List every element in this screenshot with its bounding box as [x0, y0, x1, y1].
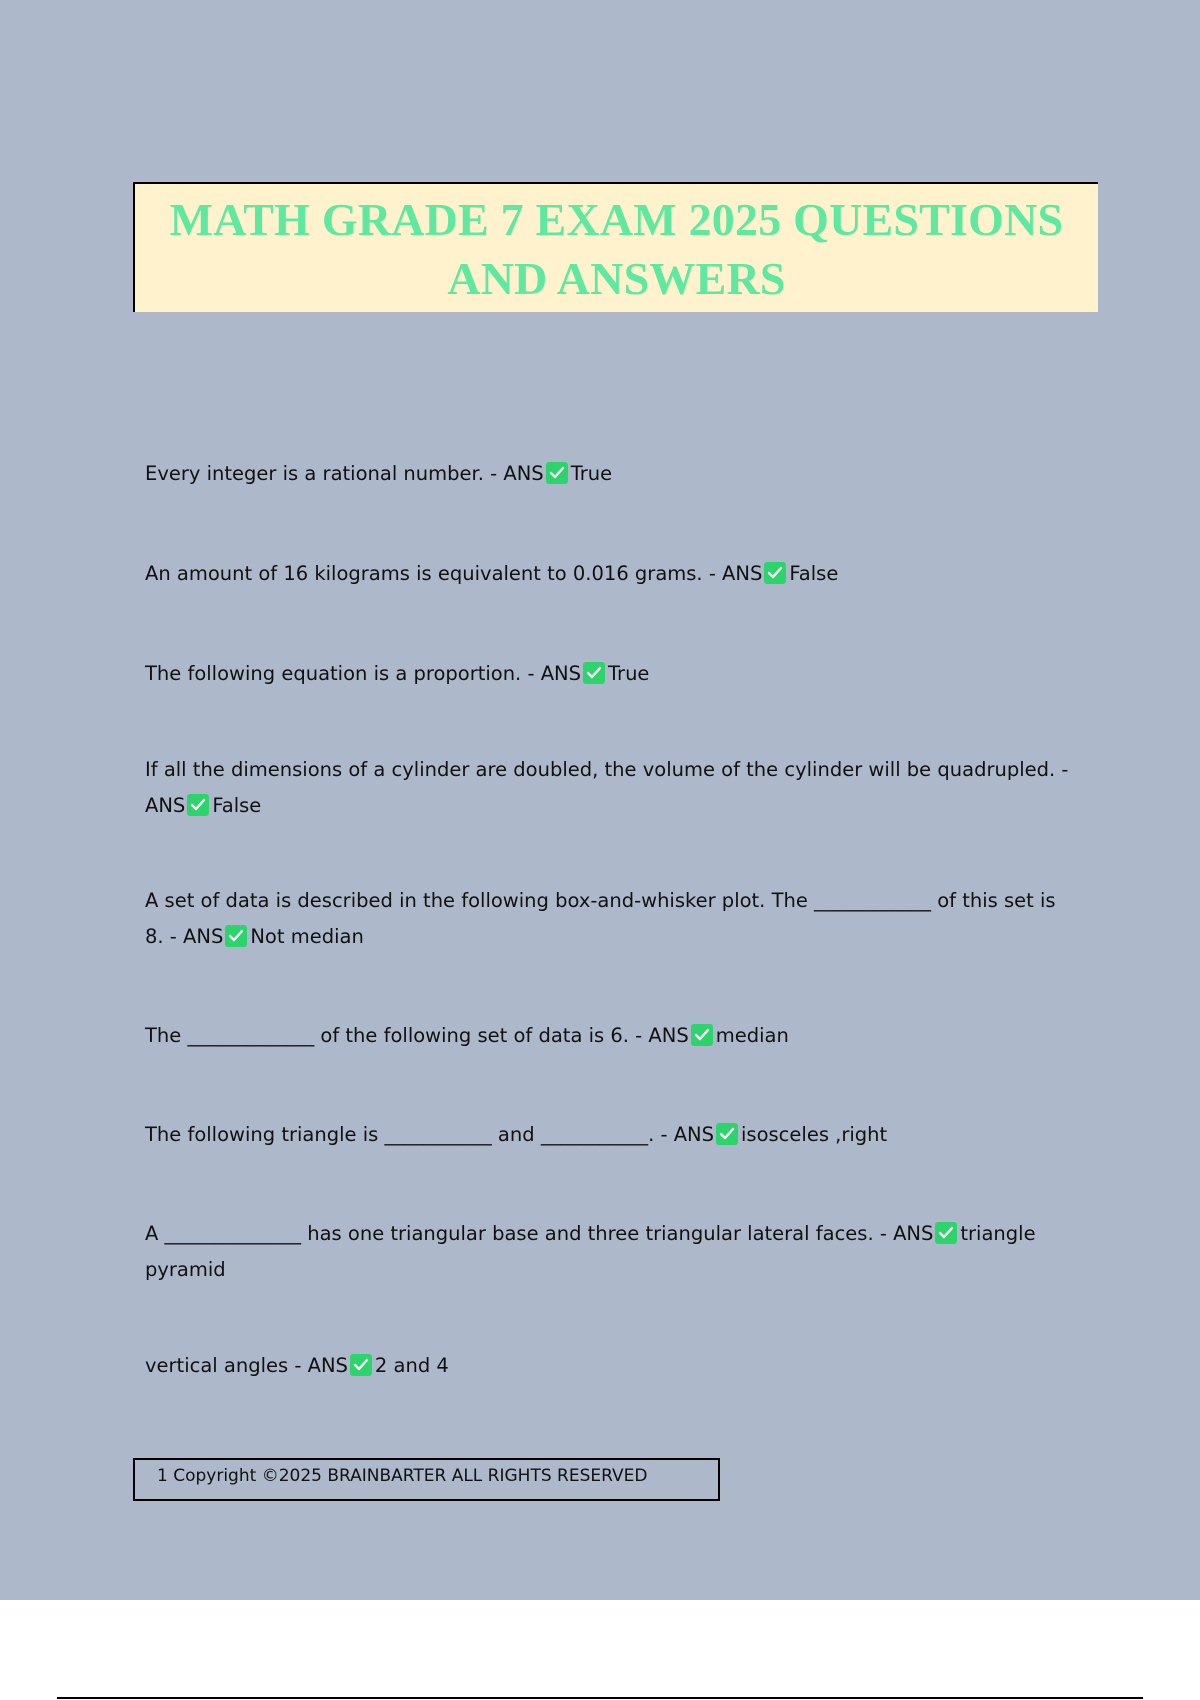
answer-text: isosceles ,right — [741, 1123, 888, 1146]
question-text: An amount of 16 kilograms is equivalent to 0.016 grams. - ANS — [145, 562, 763, 585]
checkmark-icon — [583, 662, 605, 684]
question-text: A set of data is described in the following box-and-whisker plot. The ____________ of this set is 8. - ANS — [145, 889, 1056, 948]
qa-item-4 — [145, 752, 1075, 824]
question-text: vertical angles - ANS — [145, 1354, 348, 1377]
qa-item-2 — [145, 556, 1075, 592]
answer-text: 2 and 4 — [374, 1354, 449, 1377]
checkmark-icon — [764, 562, 786, 584]
checkmark-icon — [187, 794, 209, 816]
title-line-2: AND ANSWERS — [447, 253, 786, 304]
checkmark-icon — [225, 925, 247, 947]
qa-item-3 — [145, 656, 1075, 692]
answer-text: Not median — [250, 925, 364, 948]
checkmark-icon — [716, 1123, 738, 1145]
checkmark-icon — [546, 462, 568, 484]
title-line-1: MATH GRADE 7 EXAM 2025 QUESTIONS — [169, 194, 1064, 245]
question-text: Every integer is a rational number. - ANS — [145, 462, 544, 485]
answer-text: median — [715, 1024, 789, 1047]
qa-item-1 — [145, 456, 1075, 492]
question-text: A ______________ has one triangular base and three triangular lateral faces. - ANS — [145, 1222, 934, 1245]
qa-item-5 — [145, 883, 1075, 955]
page-title — [135, 190, 1098, 308]
answer-text: triangle pyramid — [145, 1222, 1036, 1281]
title-box — [133, 182, 1098, 312]
answer-text: False — [212, 794, 262, 817]
copyright-footer — [133, 1458, 720, 1501]
qa-item-6 — [145, 1018, 1075, 1054]
bottom-divider — [57, 1697, 1143, 1699]
answer-text: True — [608, 662, 650, 685]
checkmark-icon — [350, 1354, 372, 1376]
checkmark-icon — [935, 1222, 957, 1244]
qa-item-8 — [145, 1216, 1075, 1288]
question-text: If all the dimensions of a cylinder are doubled, the volume of the cylinder will be quadrupled. - ANS — [145, 758, 1069, 817]
question-text: The following triangle is ___________ and ___________. - ANS — [145, 1123, 715, 1146]
answer-text: False — [789, 562, 839, 585]
question-text: The _____________ of the following set of data is 6. - ANS — [145, 1024, 689, 1047]
qa-item-7 — [145, 1117, 1075, 1153]
qa-item-9 — [145, 1348, 1075, 1384]
checkmark-icon — [691, 1024, 713, 1046]
question-text: The following equation is a proportion. - ANS — [145, 662, 581, 685]
answer-text: True — [570, 462, 613, 485]
copyright-text: 1 Copyright ©2025 BRAINBARTER ALL RIGHTS RESERVED — [157, 1466, 648, 1486]
